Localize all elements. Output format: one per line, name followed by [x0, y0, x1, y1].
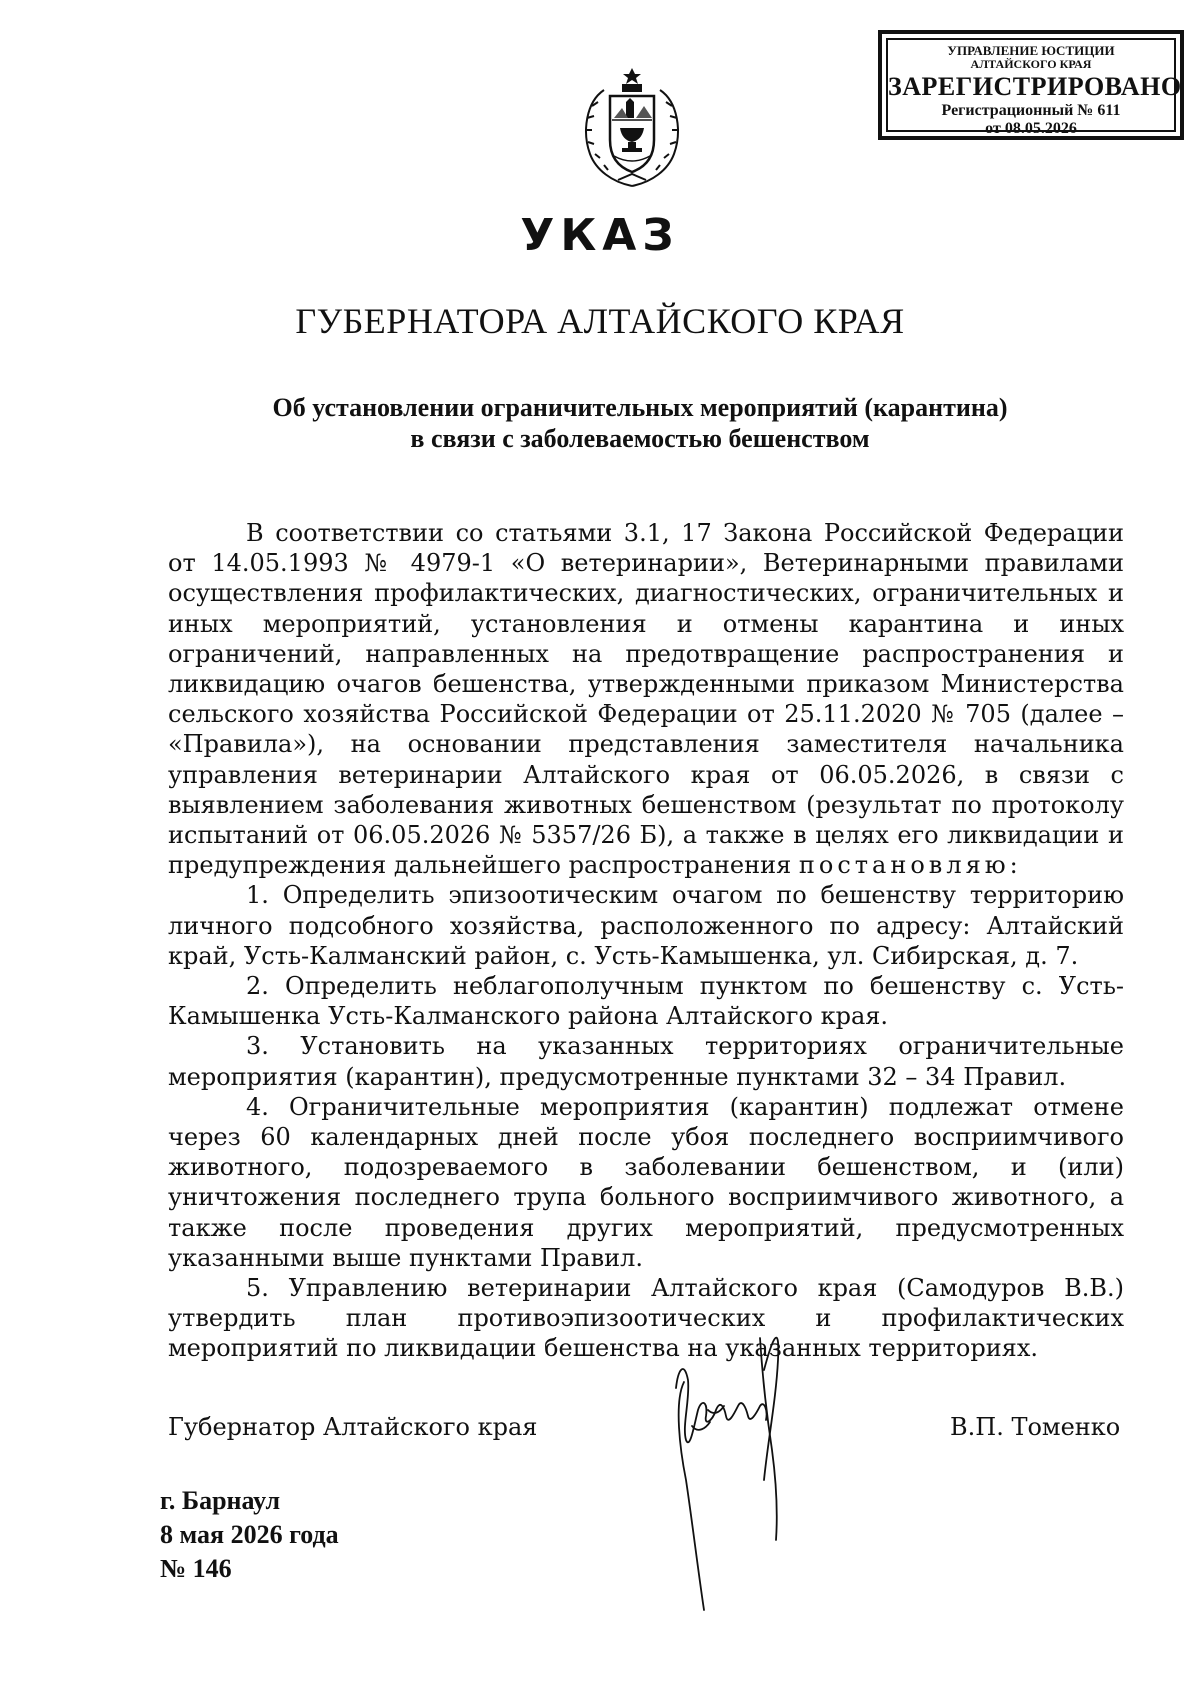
signer-name: В.П. Томенко — [950, 1413, 1121, 1441]
decree-item-2: 2. Определить неблагополучным пунктом по бешенству с. Усть-Камышенка Усть-Калманского района Алтайского края. — [168, 972, 1124, 1031]
altai-krai-coat-of-arms-icon — [578, 62, 686, 192]
decree-word: постановляю: — [798, 851, 1022, 880]
decree-item-5: 5. Управлению ветеринарии Алтайского края (Самодуров В.В.) утвердить план противоэпизоотических и профилактических мероприятий по ликвидации бешенства на указанных территориях. — [168, 1274, 1124, 1363]
decree-number: № 146 — [160, 1554, 232, 1583]
signer-position: Губернатор Алтайского края — [168, 1413, 538, 1441]
document-type-title: УКАЗ — [520, 210, 680, 261]
handwritten-signature-icon — [668, 1330, 818, 1630]
stamp-org-line2: АЛТАЙСКОГО КРАЯ — [970, 57, 1092, 71]
issue-place-date-number — [160, 1484, 339, 1586]
registration-stamp-inner-border — [886, 38, 1182, 137]
issuer-title: ГУБЕРНАТОРА АЛТАЙСКОГО КРАЯ — [295, 301, 905, 341]
preamble-text: В соответствии со статьями 3.1, 17 Закона Российской Федерации от 14.05.1993 № 4979-1 «О ветеринарии», Ветеринарными правилами осуществления профилактических, диагностических, ограничительных и иных мероприятий, установления и отмены карантина и иных ограничений, направленных на предотвращение распространения и ликвидацию очагов бешенства, утвержденными приказом Министерства сельского хозяйства Российской Федерации от 25.11.2020 № 705 (далее – «Правила»), на основании представления заместителя начальника управления ветеринарии Алтайского края от 06.05.2026, в связи с выявлением заболевания животных бешенством (результат по протоколу испытаний от 06.05.2026 № 5357/26 Б), а также в целях его ликвидации и предупреждения дальнейшего распространения — [168, 519, 1124, 880]
stamp-reg-number: Регистрационный № 611 — [941, 102, 1121, 119]
decree-item-3: 3. Установить на указанных территориях ограничительные мероприятия (карантин), предусмотренные пунктами 32 – 34 Правил. — [168, 1032, 1124, 1091]
issue-city: г. Барнаул — [160, 1486, 281, 1515]
decree-body — [168, 518, 1124, 1364]
stamp-org-line1: УПРАВЛЕНИЕ ЮСТИЦИИ — [947, 43, 1115, 58]
decree-item-1: 1. Определить эпизоотическим очагом по бешенству территорию личного подсобного хозяйства, расположенного по адресу: Алтайский край, Усть-Калманский район, с. Усть-Камышенка, ул. Сибирская, д. 7. — [168, 881, 1124, 970]
preamble-paragraph — [168, 518, 1124, 880]
decree-subject-line2: в связи с заболеваемостью бешенством — [410, 424, 870, 453]
decree-subject — [160, 392, 1120, 454]
stamp-reg-date: от 08.05.2026 — [985, 120, 1077, 137]
issue-date: 8 мая 2026 года — [160, 1520, 339, 1549]
decree-item-4: 4. Ограничительные мероприятия (карантин) подлежат отмене через 60 календарных дней после убоя последнего восприимчивого животного, подозреваемого в заболевании бешенством, и (или) уничтожения последнего трупа больного восприимчивого животного, а также после проведения других мероприятий, предусмотренных указанными выше пунктами Правил. — [168, 1092, 1124, 1272]
decree-subject-line1: Об установлении ограничительных мероприятий (карантина) — [272, 393, 1008, 422]
stamp-status: ЗАРЕГИСТРИРОВАНО — [888, 72, 1182, 101]
registration-stamp — [878, 30, 1184, 140]
